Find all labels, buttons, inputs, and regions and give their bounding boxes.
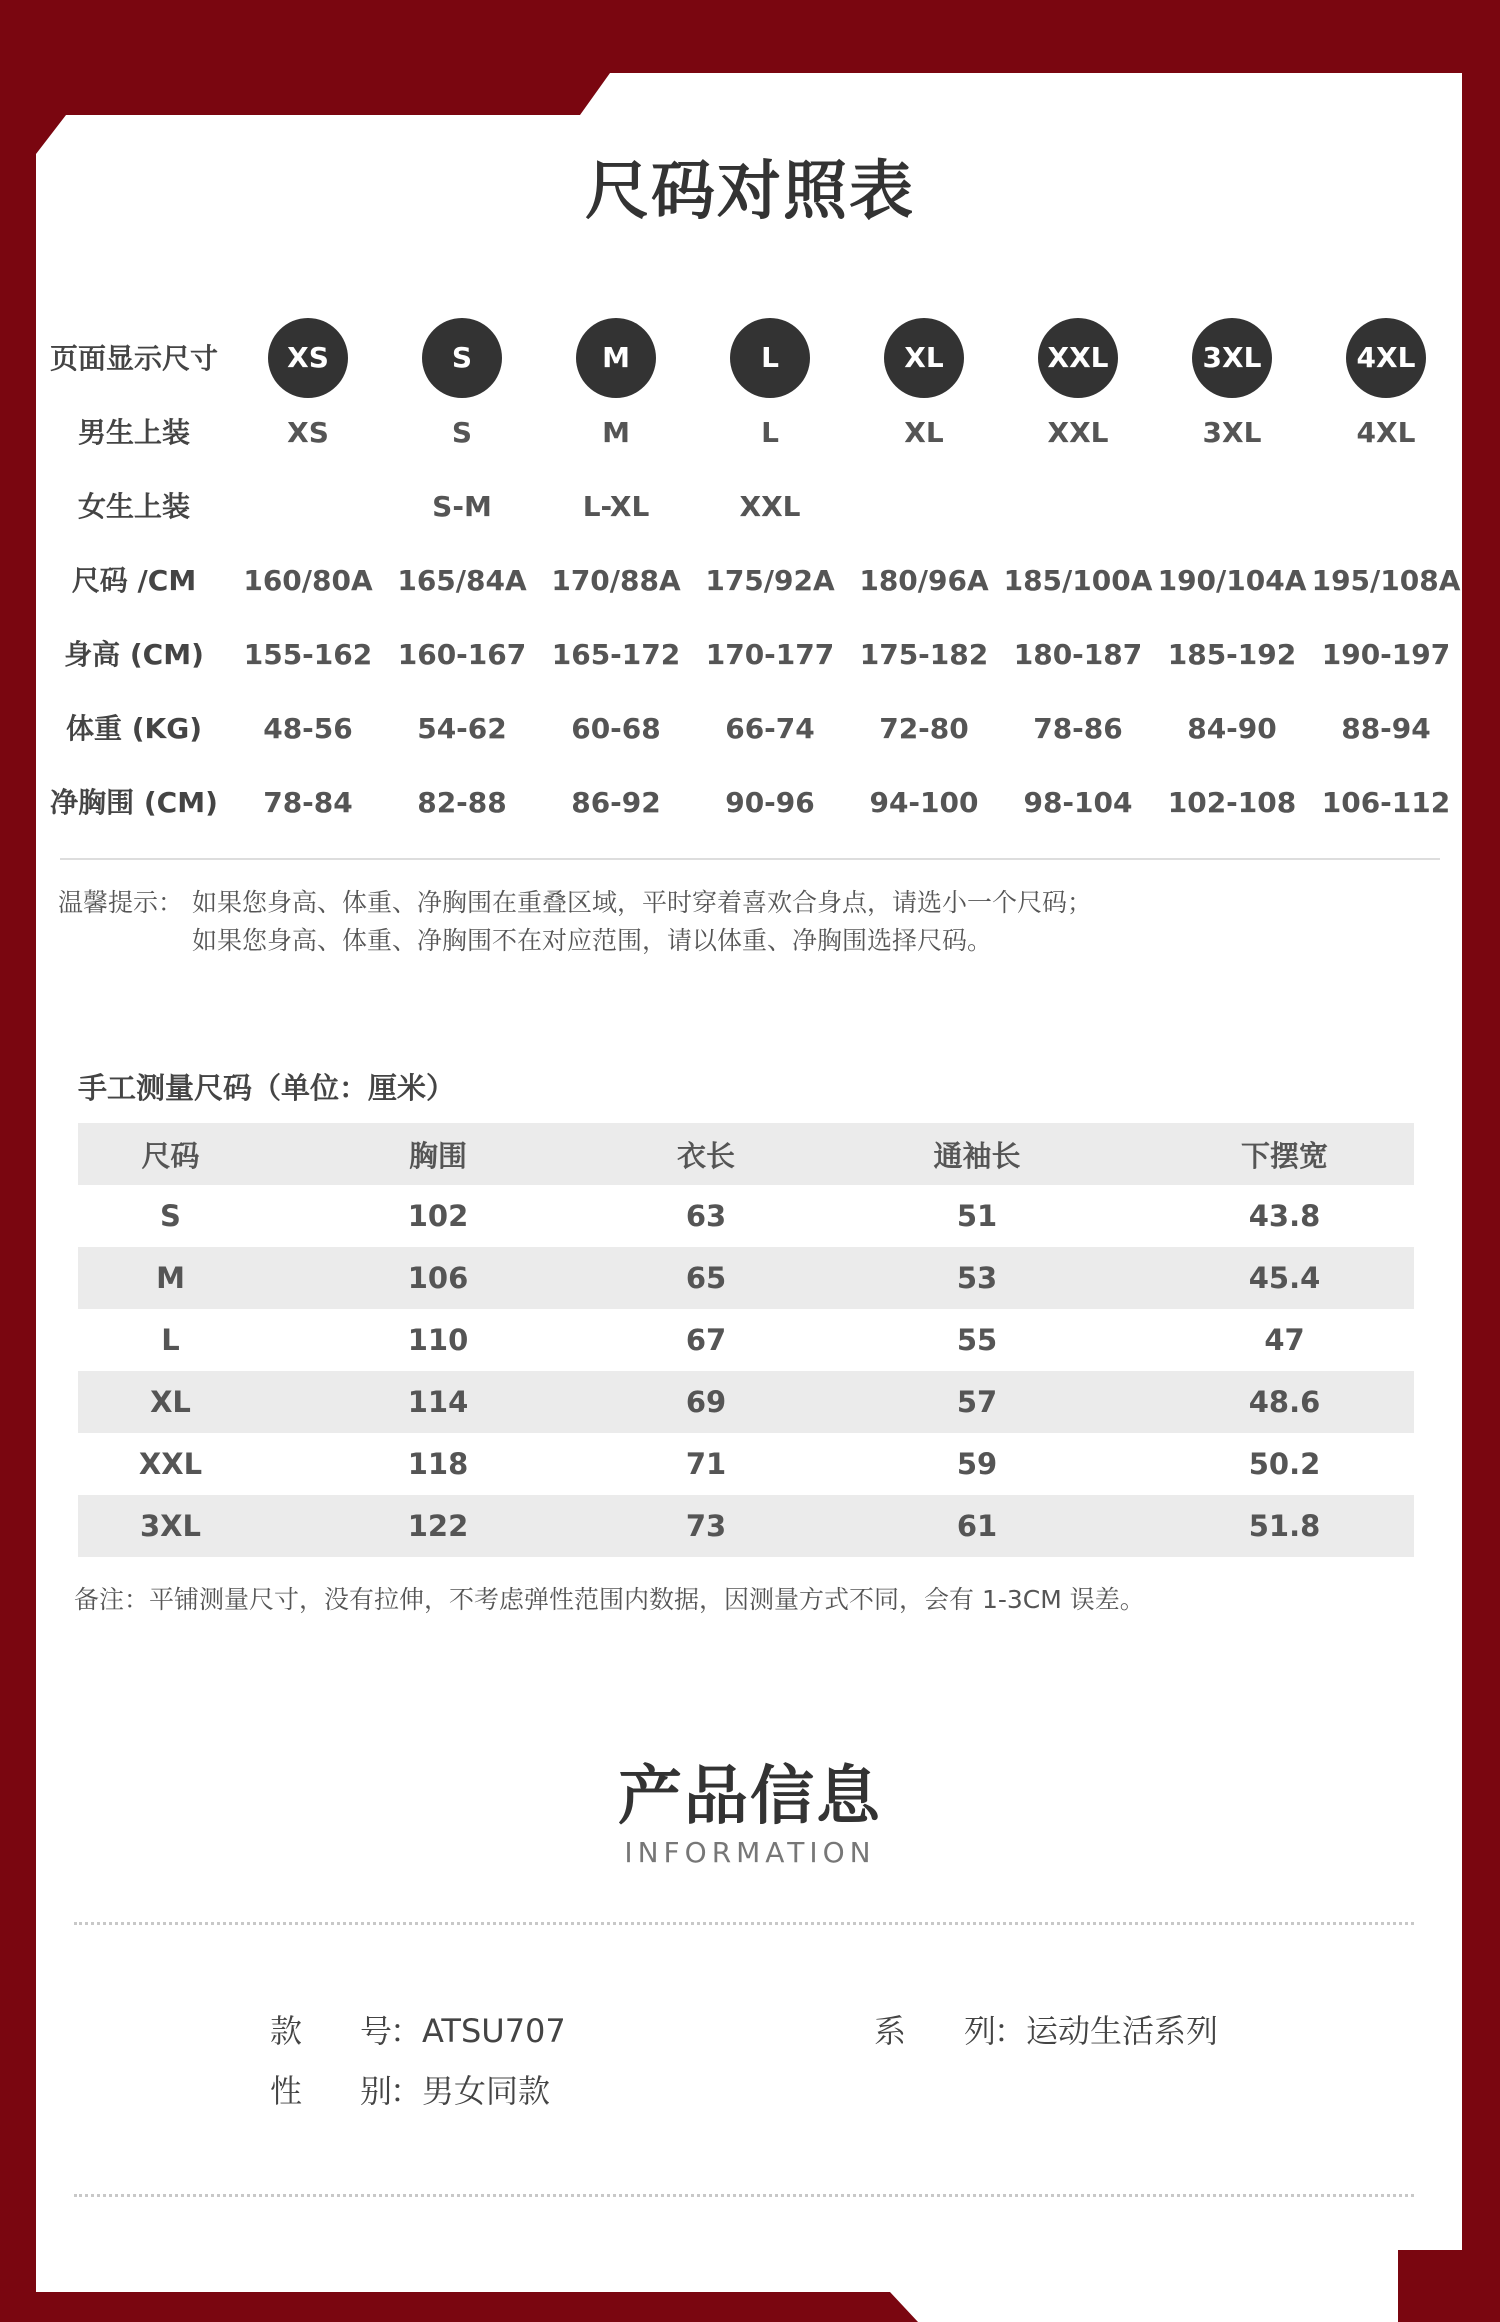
- size-cell: [231, 470, 385, 544]
- size-row-weight: [0, 692, 1500, 766]
- cell: 48.6: [1248, 1385, 1321, 1419]
- cell: 73: [685, 1509, 727, 1543]
- tips-line2: 如果您身高、体重、净胸围不在对应范围，请以体重、净胸围选择尺码。: [192, 926, 993, 955]
- cell: M: [156, 1261, 185, 1295]
- cell: 59: [956, 1447, 998, 1481]
- size-cell: 4XL: [1356, 416, 1416, 449]
- size-badge: 3XL: [1192, 318, 1272, 398]
- size-cell: 82-88: [417, 786, 507, 819]
- size-cell: L: [761, 416, 779, 449]
- cell: 57: [956, 1385, 998, 1419]
- measure-title: 手工测量尺码（单位：厘米）: [78, 1071, 456, 1105]
- size-cell: 190/104A: [1157, 564, 1307, 597]
- measure-note: 备注：平铺测量尺寸，没有拉伸，不考虑弹性范围内数据，因测量方式不同，会有 1-3CM 误差。: [74, 1585, 1145, 1614]
- cell: 71: [685, 1447, 727, 1481]
- cell: 106: [407, 1261, 469, 1295]
- size-cell: 165/84A: [397, 564, 527, 597]
- cell: 118: [407, 1447, 469, 1481]
- table-row: [78, 1371, 1414, 1433]
- size-cell: 155-162: [243, 638, 373, 671]
- cell: XXL: [138, 1447, 203, 1481]
- size-cell: 60-68: [571, 712, 661, 745]
- size-cell: 170-177: [705, 638, 835, 671]
- size-cell: 165-172: [551, 638, 681, 671]
- size-chart-title: 尺码对照表: [585, 155, 915, 229]
- row-label-weight: 体重 (KG): [65, 712, 203, 745]
- row-label-size: 尺码 /CM: [71, 564, 197, 597]
- measure-header-row: [78, 1123, 1414, 1185]
- cell: 53: [956, 1261, 998, 1295]
- row-label-women: 女生上装: [77, 490, 190, 523]
- size-cell: 190-197: [1321, 638, 1451, 671]
- cell: XL: [150, 1385, 191, 1419]
- size-cell: 180-187: [1013, 638, 1143, 671]
- size-cell: 160-167: [397, 638, 527, 671]
- info-series-value: ：运动生活系列: [994, 2012, 1219, 2050]
- size-cell: 78-84: [263, 786, 353, 819]
- header-chest: 胸围: [408, 1138, 467, 1173]
- size-cell: L-XL: [582, 490, 650, 523]
- cell: 110: [407, 1323, 469, 1357]
- size-cell: 66-74: [725, 712, 815, 745]
- cell: 63: [685, 1199, 727, 1233]
- size-cell: 3XL: [1202, 416, 1262, 449]
- size-cell: XXL: [739, 490, 801, 523]
- size-cell: 78-86: [1033, 712, 1123, 745]
- info-title: 产品信息: [618, 1760, 882, 1834]
- size-badge: XXL: [1038, 318, 1118, 398]
- row-label-chest: 净胸围 (CM): [50, 786, 218, 819]
- cell: S: [160, 1199, 181, 1233]
- divider: [60, 858, 1440, 860]
- cell: 61: [956, 1509, 998, 1543]
- size-badge: S: [422, 318, 502, 398]
- info-gender-k2: 别: [360, 2072, 393, 2110]
- size-badge: M: [576, 318, 656, 398]
- header-sleeve: 通袖长: [933, 1138, 1021, 1173]
- size-cell: 195/108A: [1311, 564, 1461, 597]
- size-cell: XS: [287, 416, 329, 449]
- info-gender-k1: 性: [270, 2072, 303, 2110]
- size-cell: 185-192: [1167, 638, 1297, 671]
- size-cell: S-M: [432, 490, 492, 523]
- table-row: [78, 1309, 1414, 1371]
- cell: 114: [407, 1385, 469, 1419]
- size-cell: 48-56: [263, 712, 353, 745]
- size-cell: 86-92: [571, 786, 661, 819]
- cell: 51: [956, 1199, 998, 1233]
- cell: 45.4: [1248, 1261, 1321, 1295]
- cell: 51.8: [1248, 1509, 1321, 1543]
- size-row-men: [0, 396, 1500, 470]
- table-row: [78, 1247, 1414, 1309]
- row-label-display: 页面显示尺寸: [49, 342, 218, 375]
- size-cell: [847, 470, 1001, 544]
- info-subtitle: INFORMATION: [624, 1836, 876, 1869]
- size-cell: [1155, 470, 1309, 544]
- cell: 50.2: [1248, 1447, 1321, 1481]
- table-row: [78, 1433, 1414, 1495]
- size-row-display: [0, 322, 1500, 396]
- size-badge: L: [730, 318, 810, 398]
- size-cell: 98-104: [1023, 786, 1133, 819]
- cell: 55: [956, 1323, 998, 1357]
- size-cell: 185/100A: [1003, 564, 1153, 597]
- row-label-men: 男生上装: [77, 416, 190, 449]
- size-cell: 170/88A: [551, 564, 681, 597]
- size-cell: XXL: [1047, 416, 1109, 449]
- size-cell: 160/80A: [243, 564, 373, 597]
- header-hem: 下摆宽: [1240, 1138, 1328, 1173]
- size-cell: 106-112: [1321, 786, 1451, 819]
- size-cell: 102-108: [1167, 786, 1297, 819]
- size-cell: XL: [904, 416, 944, 449]
- cell: 122: [407, 1509, 469, 1543]
- info-series-k2: 列: [964, 2012, 997, 2050]
- size-cell: 84-90: [1187, 712, 1277, 745]
- size-cell: 175/92A: [705, 564, 835, 597]
- size-row-chest: [0, 766, 1500, 840]
- cell: 47: [1264, 1323, 1305, 1357]
- size-cell: [1001, 470, 1155, 544]
- size-cell: S: [451, 416, 473, 449]
- size-badge: XS: [268, 318, 348, 398]
- info-series-k1: 系: [874, 2012, 907, 2050]
- cell: 43.8: [1248, 1199, 1321, 1233]
- cell: 65: [685, 1261, 727, 1295]
- header-length: 衣长: [676, 1138, 735, 1173]
- dotted-divider: [74, 1922, 1414, 1925]
- table-row: [78, 1185, 1414, 1247]
- size-cell: 72-80: [879, 712, 969, 745]
- size-badge: 4XL: [1346, 318, 1426, 398]
- cell: 69: [685, 1385, 727, 1419]
- size-cell: 175-182: [859, 638, 989, 671]
- size-cell: 180/96A: [859, 564, 989, 597]
- dotted-divider: [74, 2194, 1414, 2197]
- tips: [58, 884, 1092, 960]
- cell: 102: [407, 1199, 469, 1233]
- size-cell: 54-62: [417, 712, 507, 745]
- size-row-height: [0, 618, 1500, 692]
- info-model-k2: 号: [360, 2012, 393, 2050]
- size-row-size: [0, 544, 1500, 618]
- header-size: 尺码: [141, 1138, 200, 1173]
- info-gender: [270, 2066, 550, 2112]
- size-cell: 94-100: [869, 786, 979, 819]
- size-cell: M: [602, 416, 630, 449]
- info-model: [270, 2006, 566, 2052]
- size-cell: 90-96: [725, 786, 815, 819]
- info-series: [874, 2006, 1218, 2052]
- size-cell: 88-94: [1341, 712, 1431, 745]
- row-label-height: 身高 (CM): [64, 638, 204, 671]
- info-model-value: ：ATSU707: [390, 2012, 566, 2050]
- tips-line1: 如果您身高、体重、净胸围在重叠区域，平时穿着喜欢合身点，请选小一个尺码；: [192, 888, 1093, 917]
- info-gender-value: ：男女同款: [390, 2072, 551, 2110]
- measure-table: [78, 1123, 1414, 1557]
- tips-lead: 温馨提示：: [58, 888, 184, 917]
- size-cell: [1309, 470, 1463, 544]
- size-row-women: [0, 470, 1500, 544]
- info-model-k1: 款: [270, 2012, 303, 2050]
- cell: 3XL: [139, 1509, 202, 1543]
- cell: L: [161, 1323, 180, 1357]
- table-row: [78, 1495, 1414, 1557]
- cell: 67: [685, 1323, 727, 1357]
- size-badge: XL: [884, 318, 964, 398]
